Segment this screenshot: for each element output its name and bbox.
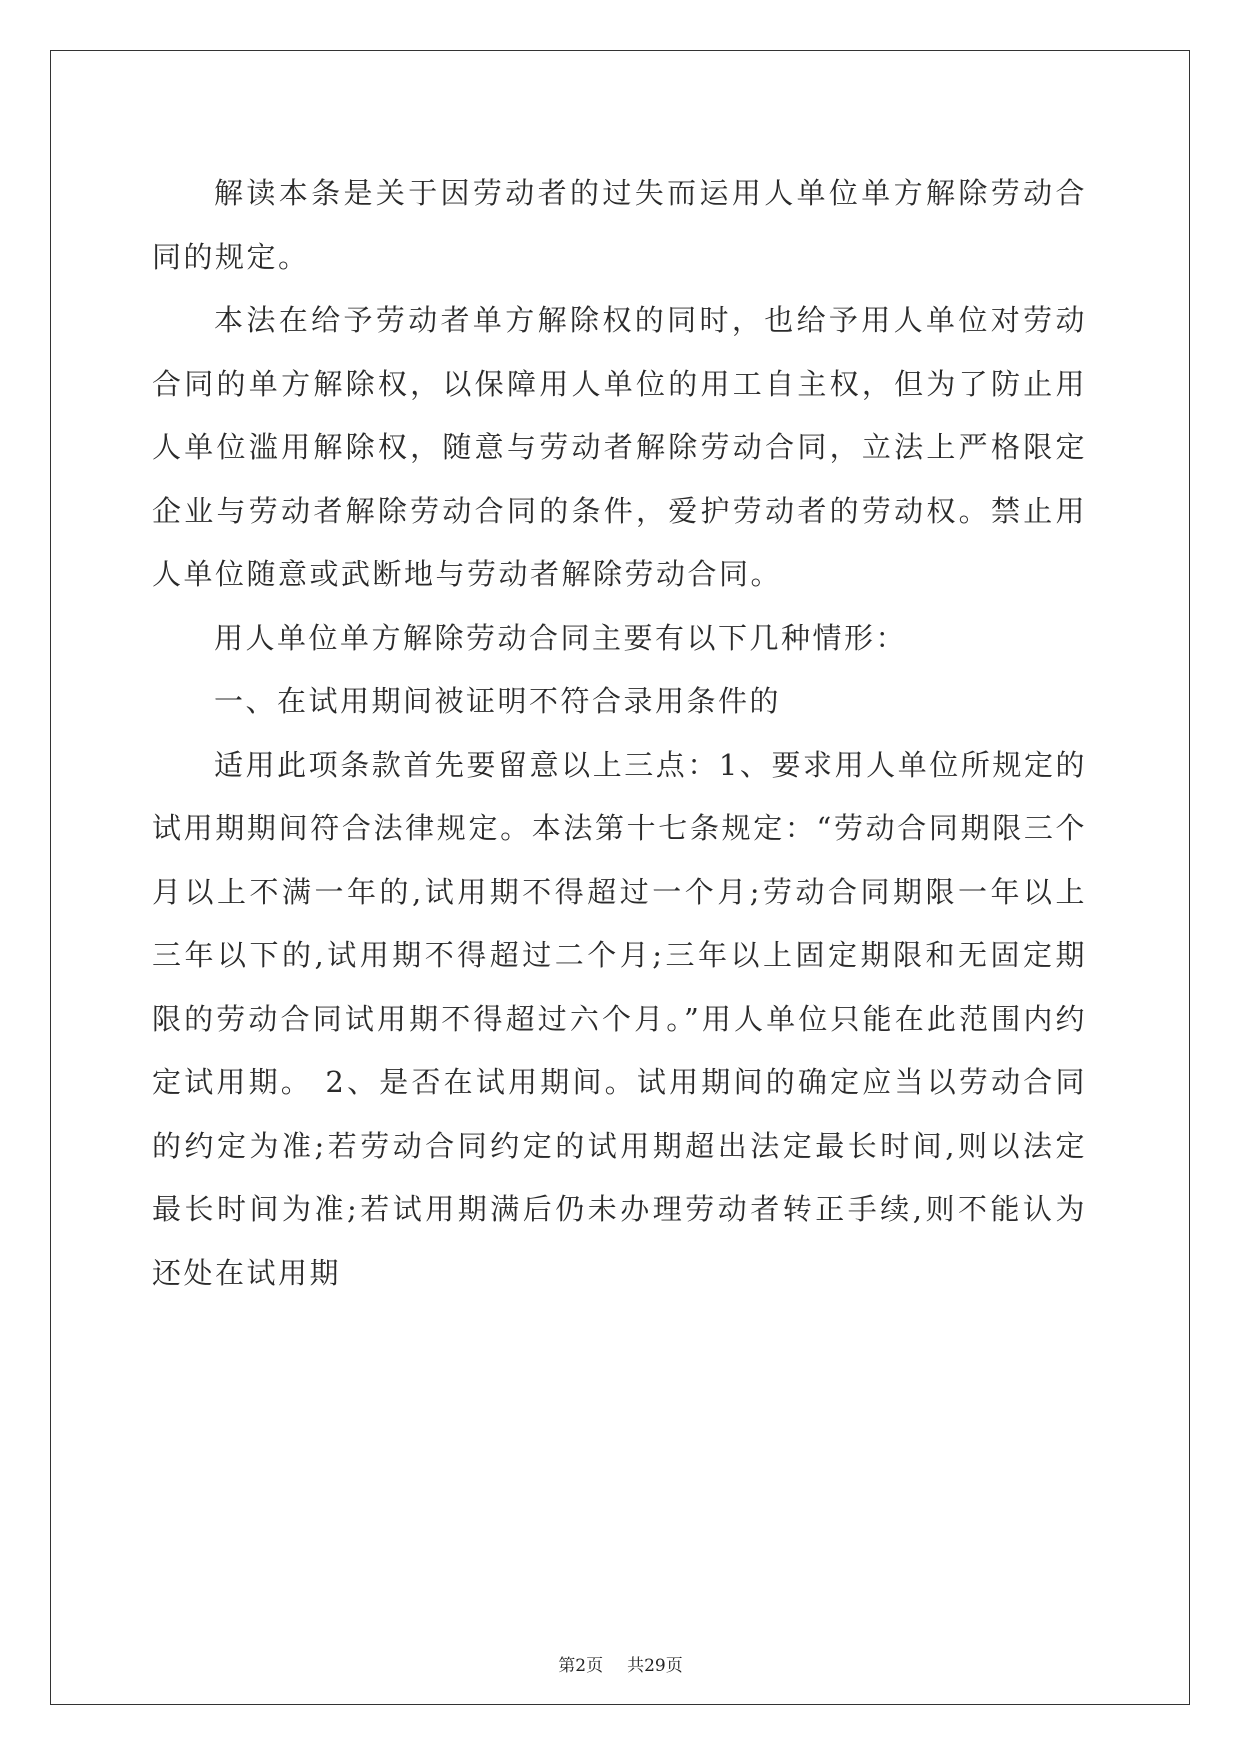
paragraph: 一、在试用期间被证明不符合录用条件的 (214, 684, 782, 718)
paragraph: 解读本条是关于因劳动者的过失而运用人单位单方解除劳动合同的规定。 (152, 176, 1087, 274)
page-footer (0, 1651, 1241, 1676)
paragraph: 用人单位单方解除劳动合同主要有以下几种情形： (214, 620, 908, 655)
page-number: 第2页 (558, 1656, 604, 1676)
paragraph: 本法在给予劳动者单方解除权的同时，也给予用人单位对劳动合同的单方解除权，以保障用人单位的用工自主权，但为了防止用人单位滥用解除权，随意与劳动者解除劳动合同，立法上严格限定企业与劳动者解除劳动合同的条件，爱护劳动者的劳动权。禁止用人单位随意或武断地与劳动者解除劳动合同。 (152, 303, 1087, 591)
page-total: 共29页 (627, 1656, 683, 1676)
paragraph: 适用此项条款首先要留意以上三点：1、要求用人单位所规定的试用期期间符合法律规定。本法第十七条规定：“劳动合同期限三个月以上不满一年的,试用期不得超过一个月;劳动合同期限一年以上三年以下的,试用期不得超过二个月;三年以上固定期限和无固定期限的劳动合同试用期不得超过六个月。”用人单位只能在此范围内约定试用期。 2、是否在试用期间。试用期间的确定应当以劳动合同的约定为准;若劳动合同约定的试用期超出法定最长时间,则以法定最长时间为准;若试用期满后仍未办理劳动者转正手续,则不能认为还处在试用期 (152, 747, 1087, 1290)
document-body (152, 162, 1087, 1305)
